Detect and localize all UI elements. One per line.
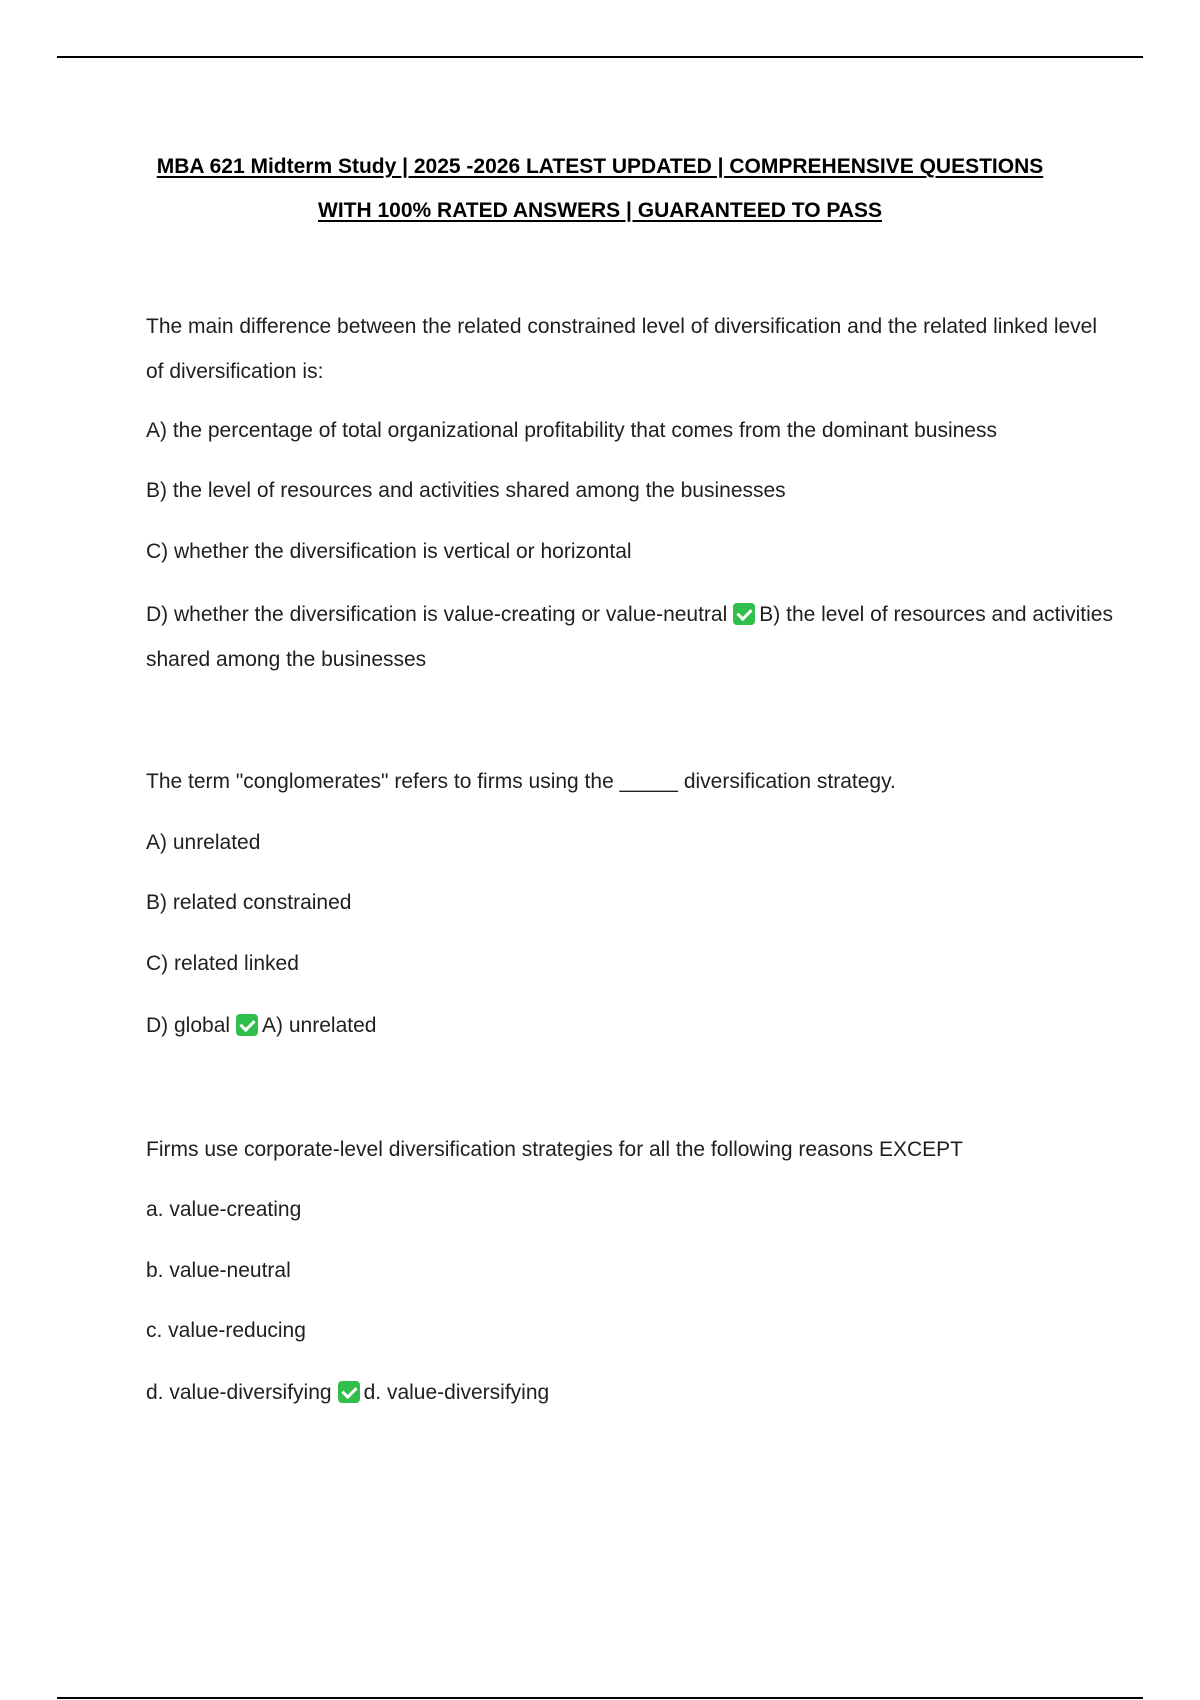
question-3-option-d: d. value-diversifying: [146, 1381, 332, 1404]
question-3-answer: d. value-diversifying: [363, 1381, 550, 1404]
question-3-option-c: c. value-reducing: [146, 1319, 306, 1342]
question-1-option-c: C) whether the diversification is vertical or horizontal: [146, 540, 632, 563]
question-2-option-b: B) related constrained: [146, 891, 352, 914]
question-1-option-d: D) whether the diversification is value-creating or value-neutral: [146, 603, 728, 626]
document-title: [57, 145, 1143, 233]
question-2-answer: A) unrelated: [262, 1014, 377, 1037]
question-3-option-d-line: [146, 1378, 1116, 1408]
question-2-option-d-line: [146, 1011, 1116, 1041]
title-line-2: WITH 100% RATED ANSWERS | GUARANTEED TO PASS: [318, 199, 882, 222]
check-mark-icon: [338, 1381, 360, 1403]
check-mark-icon: [236, 1014, 258, 1036]
footer-rule: [57, 1697, 1143, 1699]
check-mark-icon: [733, 603, 755, 625]
question-2-option-a: A) unrelated: [146, 831, 261, 854]
question-1-option-a: A) the percentage of total organizational profitability that comes from the dominant business: [146, 419, 997, 442]
question-1-answer: B) the level of resources and activities shared among the businesses: [146, 603, 1113, 671]
question-3-option-b: b. value-neutral: [146, 1259, 291, 1282]
header-rule: [57, 56, 1143, 58]
question-3-option-a: a. value-creating: [146, 1198, 302, 1221]
question-1-prompt: The main difference between the related constrained level of diversification and the related linked level of diversification is:: [146, 315, 1098, 383]
question-2-prompt: The term "conglomerates" refers to firms using the _____ diversification strategy.: [146, 770, 896, 793]
question-2-option-d: D) global: [146, 1014, 231, 1037]
question-3-prompt: Firms use corporate-level diversification strategies for all the following reasons EXCEPT: [146, 1138, 964, 1161]
question-1-option-b: B) the level of resources and activities shared among the businesses: [146, 479, 786, 502]
question-2-option-c: C) related linked: [146, 952, 299, 975]
title-line-1: MBA 621 Midterm Study | 2025 -2026 LATEST UPDATED | COMPREHENSIVE QUESTIONS: [156, 155, 1044, 178]
question-1-option-d-line: [146, 592, 1116, 682]
